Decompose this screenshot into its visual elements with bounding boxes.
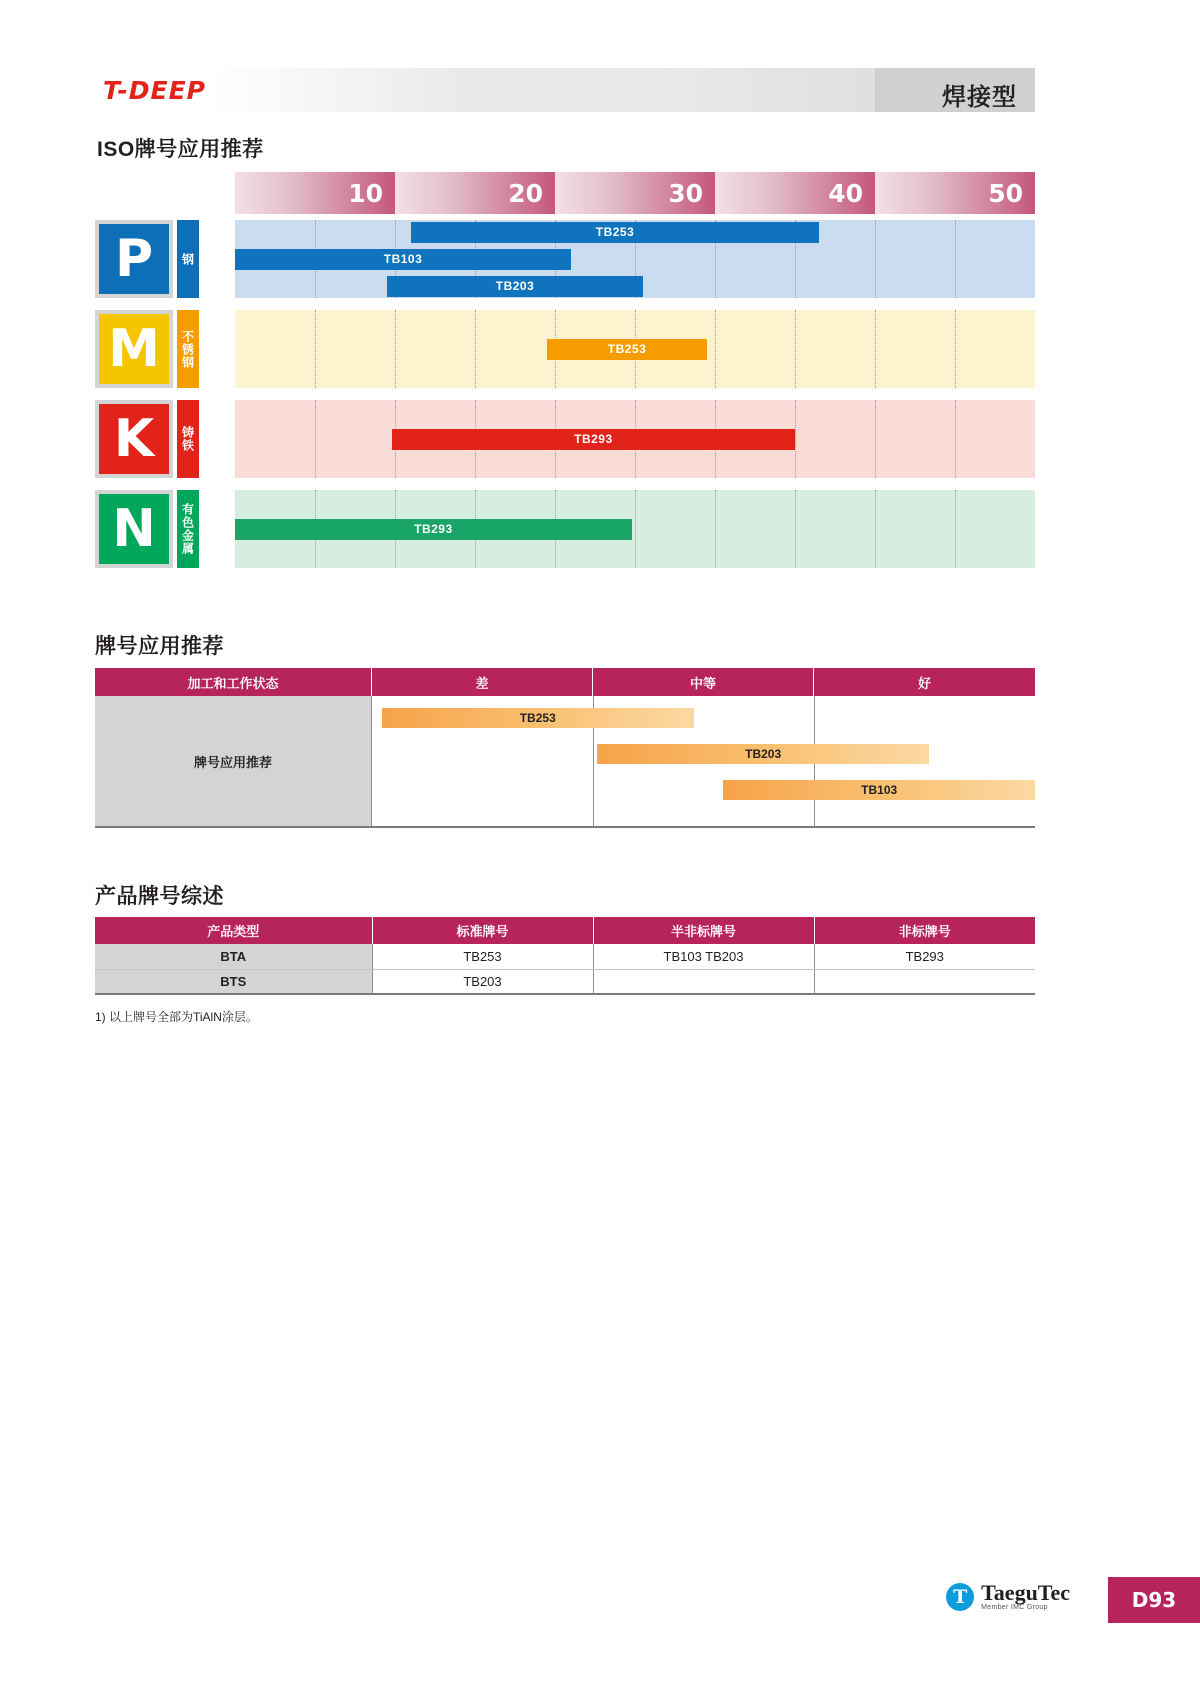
iso-scale-cell-20 (395, 172, 555, 214)
overview-th-2: 半非标牌号 (593, 917, 814, 944)
iso-rows (95, 220, 1035, 568)
overview-r1-nonstandard (814, 969, 1035, 994)
iso-band-M (235, 310, 1035, 388)
page-header (95, 68, 1035, 112)
grade-row-label: 牌号应用推荐 (95, 696, 372, 826)
iso-bar-TB293: TB293 (392, 429, 795, 450)
iso-gridline (315, 400, 317, 478)
iso-gridline (875, 220, 877, 298)
taegutec-logo-name: TaeguTec (981, 1580, 1070, 1605)
table-row (95, 969, 1035, 994)
brand-logo: T-DEEP (103, 76, 206, 105)
iso-letter-box-P (95, 220, 173, 298)
iso-gridline (875, 490, 877, 568)
iso-bar-TB103: TB103 (235, 249, 571, 270)
grade-th-2: 中等 (593, 668, 814, 696)
iso-letter-K: K (99, 404, 169, 474)
iso-material-tab-P: 钢 (177, 220, 199, 298)
grade-bar-TB203: TB203 (597, 744, 929, 764)
table-row (95, 944, 1035, 969)
iso-row-P (95, 220, 1035, 298)
iso-scale-label: 10 (348, 179, 383, 208)
iso-letter-M: M (99, 314, 169, 384)
grade-section-title: 牌号应用推荐 (95, 635, 224, 658)
iso-gridline (875, 400, 877, 478)
iso-application-chart (95, 172, 1035, 572)
iso-letter-box-N (95, 490, 173, 568)
grade-bar-plot (372, 696, 1035, 826)
iso-bar-TB253: TB253 (547, 339, 707, 360)
iso-bar-TB253: TB253 (411, 222, 819, 243)
overview-r0-standard: TB253 (372, 944, 593, 969)
overview-r0-type: BTA (95, 944, 372, 969)
taegutec-logo-sub: Member IMC Group (981, 1604, 1048, 1611)
iso-gridline (795, 490, 797, 568)
iso-gridline (795, 400, 797, 478)
iso-gridline (635, 490, 637, 568)
iso-material-tab-M: 不锈钢 (177, 310, 199, 388)
overview-r0-semi: TB103 TB203 (593, 944, 814, 969)
iso-scale-label: 50 (988, 179, 1023, 208)
iso-scale-label: 20 (508, 179, 543, 208)
iso-section-title: ISO牌号应用推荐 (97, 138, 264, 161)
overview-th-3: 非标牌号 (814, 917, 1035, 944)
iso-scale-label: 30 (668, 179, 703, 208)
grade-recommendation-table (95, 668, 1035, 828)
iso-gridline (955, 310, 957, 388)
overview-th-0: 产品类型 (95, 917, 372, 944)
iso-gridline (315, 310, 317, 388)
iso-material-tab-N: 有色金属 (177, 490, 199, 568)
iso-scale-cell-10 (235, 172, 395, 214)
iso-gridline (955, 220, 957, 298)
footnote: 1) 以上牌号全部为TiAlN涂层。 (95, 1010, 258, 1024)
overview-r1-type: BTS (95, 969, 372, 994)
iso-letter-box-K (95, 400, 173, 478)
iso-gridline (955, 400, 957, 478)
overview-th-1: 标准牌号 (372, 917, 593, 944)
iso-letter-box-M (95, 310, 173, 388)
overview-r0-nonstandard: TB293 (814, 944, 1035, 969)
iso-scale-row (235, 172, 1035, 214)
iso-gridline (715, 490, 717, 568)
iso-row-N (95, 490, 1035, 568)
grade-bar-TB253: TB253 (382, 708, 694, 728)
iso-bar-TB293: TB293 (235, 519, 632, 540)
product-overview-table (95, 917, 1035, 995)
iso-band-N (235, 490, 1035, 568)
iso-scale-cell-50 (875, 172, 1035, 214)
iso-scale-cell-40 (715, 172, 875, 214)
iso-row-K (95, 400, 1035, 478)
taegutec-logo (946, 1582, 1070, 1611)
page-number-badge: D93 (1108, 1577, 1200, 1623)
iso-letter-P: P (99, 224, 169, 294)
iso-band-K (235, 400, 1035, 478)
grade-th-0: 加工和工作状态 (95, 668, 372, 696)
overview-header-row (95, 917, 1035, 944)
iso-gridline (795, 310, 797, 388)
taegutec-mark-icon: T (946, 1583, 974, 1611)
grade-table-body (95, 696, 1035, 828)
iso-bar-TB203: TB203 (387, 276, 643, 297)
iso-gridline (715, 310, 717, 388)
grade-bar-TB103: TB103 (723, 780, 1035, 800)
grade-table-header (95, 668, 1035, 696)
iso-material-tab-K: 铸铁 (177, 400, 199, 478)
iso-letter-N: N (99, 494, 169, 564)
grade-th-3: 好 (917, 675, 931, 691)
iso-gridline (395, 310, 397, 388)
iso-gridline (475, 310, 477, 388)
overview-section-title: 产品牌号综述 (95, 885, 224, 908)
header-tag-label: 焊接型 (942, 84, 1017, 111)
iso-scale-cell-30 (555, 172, 715, 214)
iso-gridline (875, 310, 877, 388)
overview-r1-semi (593, 969, 814, 994)
iso-row-M (95, 310, 1035, 388)
overview-r1-standard: TB203 (372, 969, 593, 994)
iso-gridline (955, 490, 957, 568)
iso-band-P (235, 220, 1035, 298)
iso-scale-label: 40 (828, 179, 863, 208)
grade-th-1: 差 (372, 668, 593, 696)
